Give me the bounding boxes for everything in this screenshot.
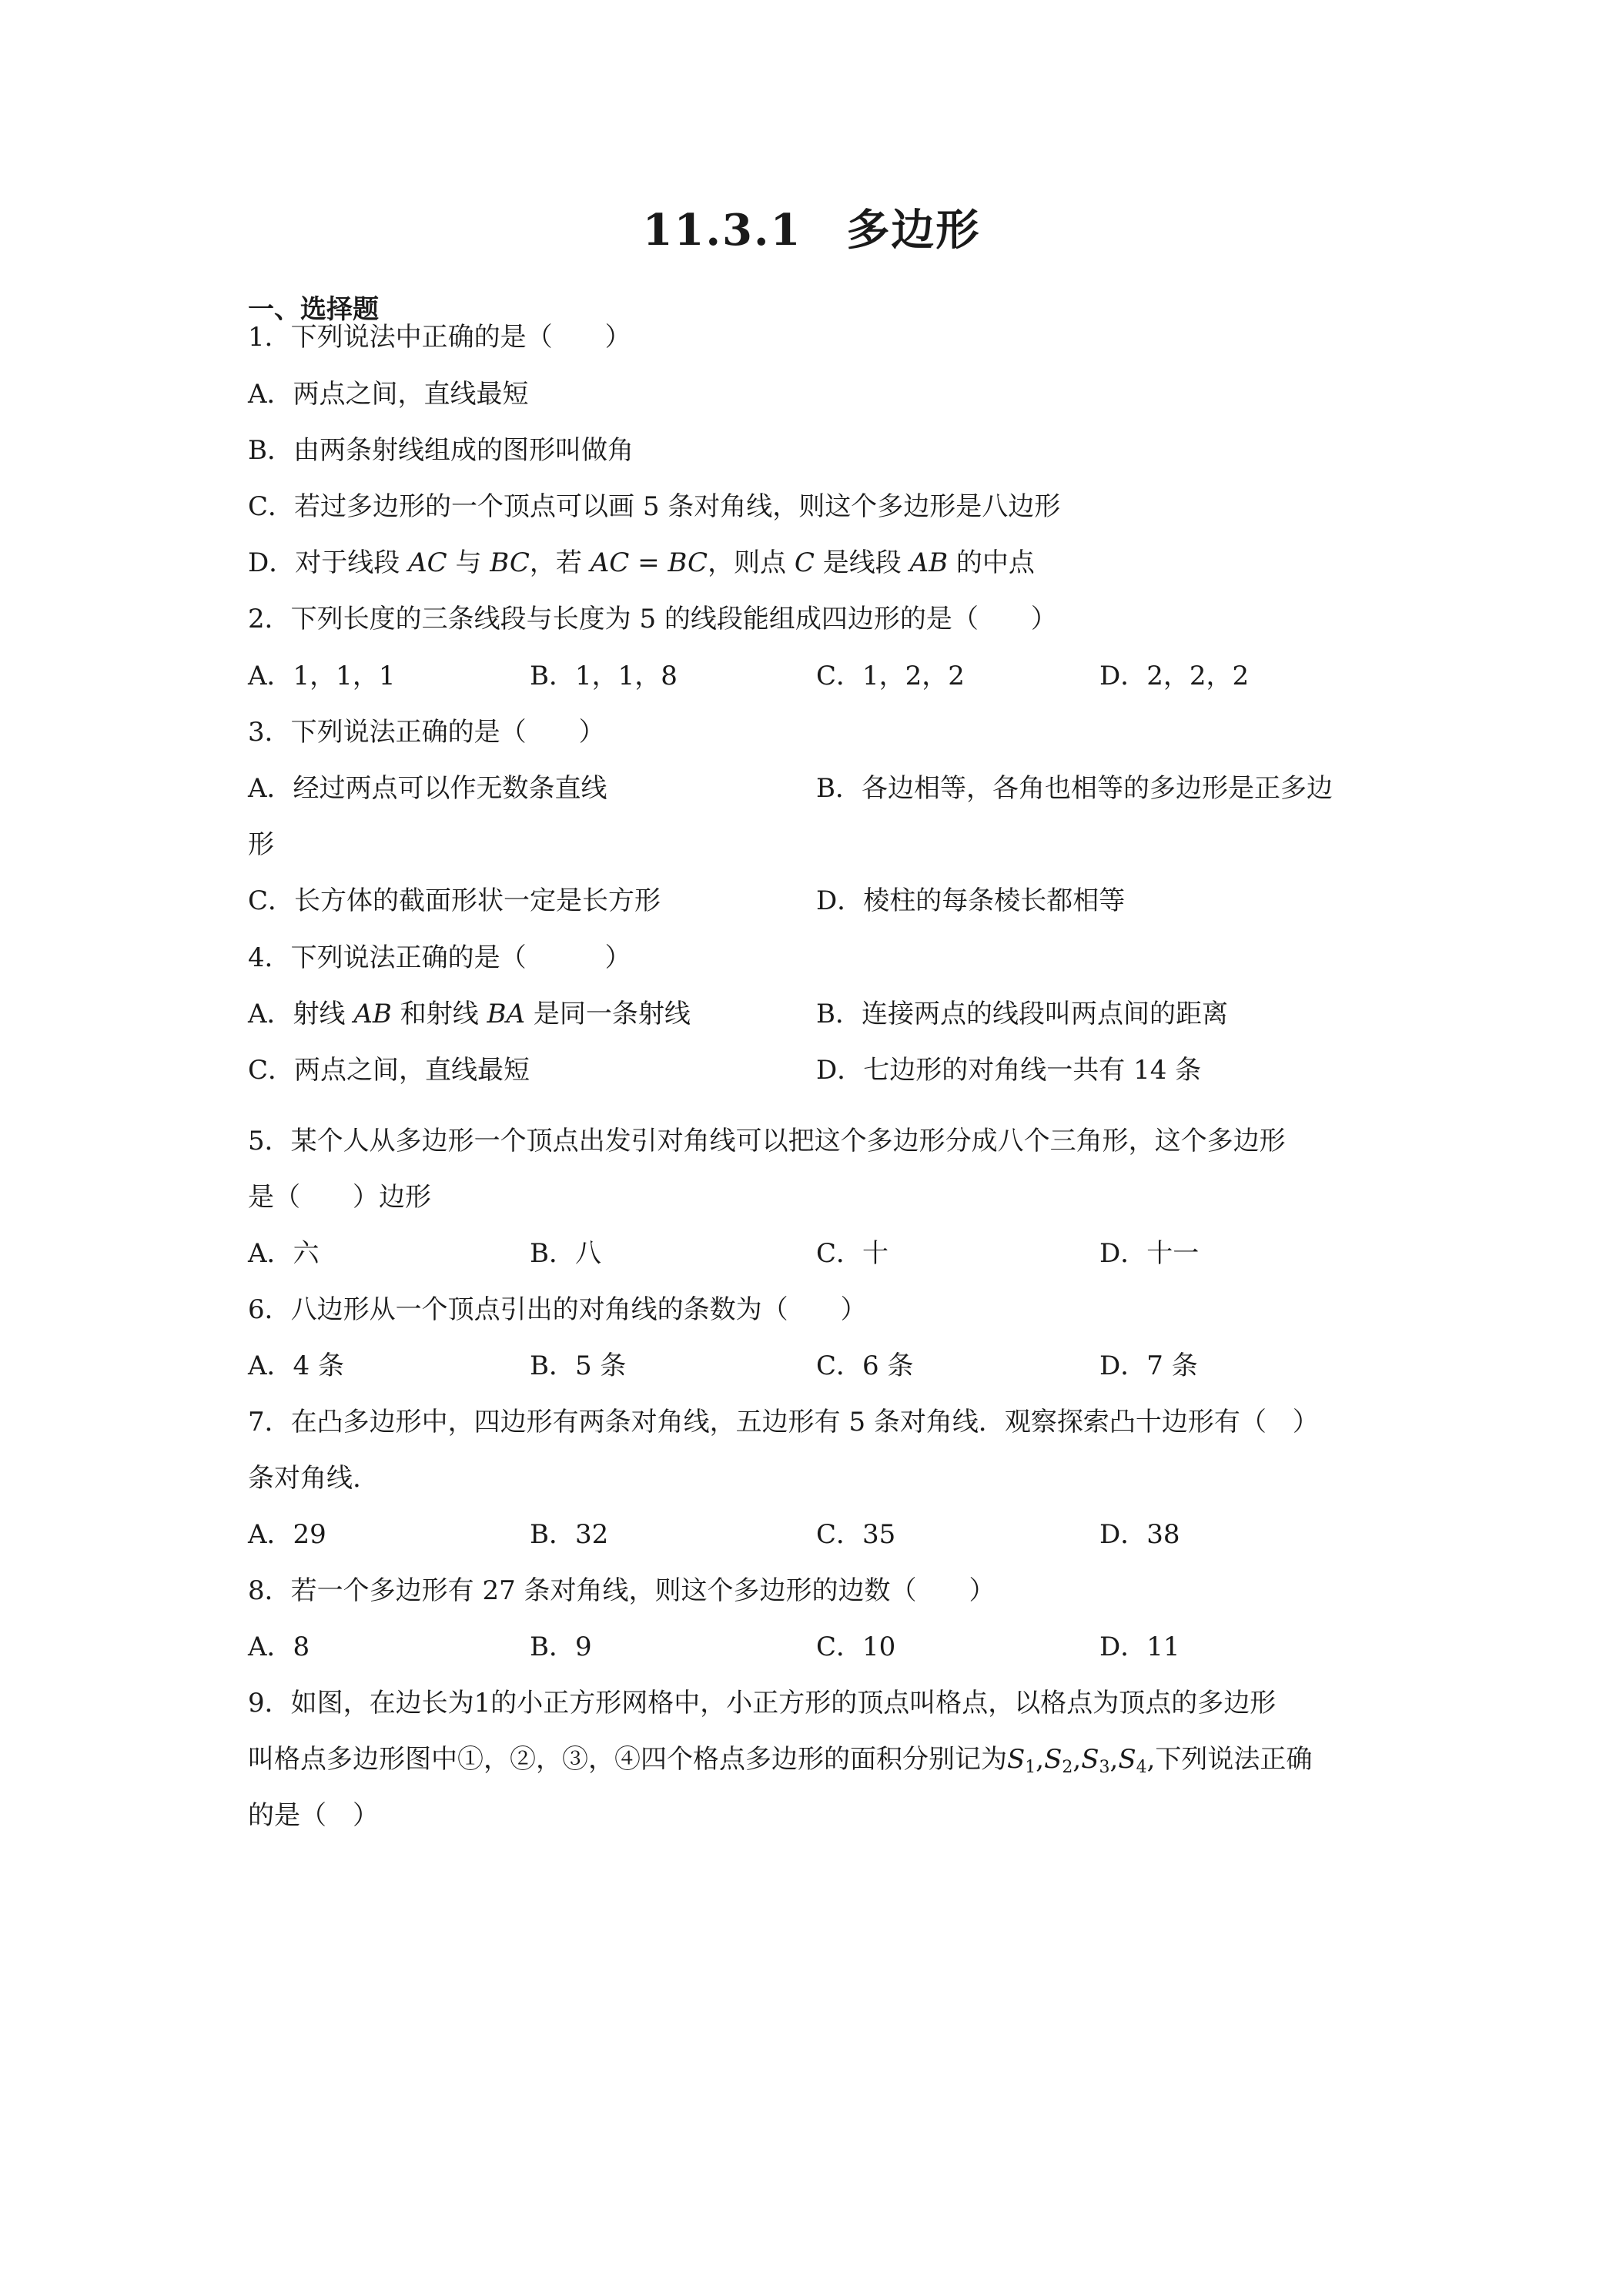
question-1-stem: 1．下列说法中正确的是（ ） — [248, 322, 631, 353]
question-3-option-d: D．棱柱的每条棱长都相等 — [816, 885, 1126, 916]
question-8-option-d: D．11 — [1099, 1632, 1180, 1662]
question-7-stem-line-2: 条对角线. — [248, 1463, 361, 1494]
question-2-option-a: A．1，1，1 — [248, 661, 396, 691]
question-4-option-a: A．射线 AB 和射线 BA 是同一条射线 — [248, 999, 691, 1029]
question-6-option-d: D．7 条 — [1099, 1350, 1198, 1381]
question-2-option-c: C．1，2，2 — [816, 661, 965, 691]
question-3-options-row-2 — [248, 884, 1403, 918]
question-1-option-c: C．若过多边形的一个顶点可以画 5 条对角线，则这个多边形是八边形 — [248, 491, 1061, 522]
question-7-option-a: A．29 — [248, 1519, 326, 1550]
question-7-stem-line-1: 7．在凸多边形中，四边形有两条对角线，五边形有 5 条对角线．观察探索凸十边形有（ ） — [248, 1407, 1319, 1438]
question-3-option-b-wrap: 形 — [248, 829, 274, 860]
question-5-stem-line-2: 是（ ）边形 — [248, 1182, 431, 1213]
question-1-option-b: B．由两条射线组成的图形叫做角 — [248, 435, 634, 466]
question-2-option-b: B．1，1，8 — [530, 661, 678, 691]
question-3-option-a: A．经过两点可以作无数条直线 — [248, 773, 607, 804]
question-1-option-a: A．两点之间，直线最短 — [248, 379, 529, 410]
question-2-option-d: D．2，2，2 — [1099, 661, 1250, 691]
question-4-option-d: D．七边形的对角线一共有 14 条 — [816, 1055, 1202, 1086]
question-5-option-b: B．八 — [530, 1238, 601, 1269]
question-3-option-c: C．长方体的截面形状一定是长方形 — [248, 885, 661, 916]
question-3-options-row-1 — [248, 771, 1403, 805]
question-5-option-d: D．十一 — [1099, 1238, 1200, 1269]
question-2-stem: 2．下列长度的三条线段与长度为 5 的线段能组成四边形的是（ ） — [248, 604, 1057, 634]
question-8-option-c: C．10 — [816, 1632, 896, 1662]
question-9-stem-line-2: 叫格点多边形图中①，②，③，④四个格点多边形的面积分别记为$S_1,S_2,S_3,S_4$,下列说法正确 — [248, 1744, 1313, 1777]
question-5-options — [248, 1237, 1403, 1270]
question-5-stem-line-1: 5．某个人从多边形一个顶点出发引对角线可以把这个多边形分成八个三角形，这个多边形 — [248, 1126, 1286, 1156]
question-5-option-c: C．十 — [816, 1238, 889, 1269]
question-2-options — [248, 659, 1403, 693]
question-8-option-b: B．9 — [530, 1632, 592, 1662]
question-7-option-d: D．38 — [1099, 1519, 1180, 1550]
question-8-options — [248, 1630, 1403, 1664]
question-6-options — [248, 1349, 1403, 1383]
question-6-option-c: C．6 条 — [816, 1350, 914, 1381]
question-9-stem-line-1: 9．如图，在边长为1的小正方形网格中，小正方形的顶点叫格点，以格点为顶点的多边形 — [248, 1688, 1277, 1719]
section-heading: 一、选择题 — [248, 294, 379, 325]
question-9-stem-line-3: 的是（ ） — [248, 1800, 379, 1831]
question-4-stem: 4．下列说法正确的是（ ） — [248, 942, 631, 973]
question-6-stem: 6．八边形从一个顶点引出的对角线的条数为（ ） — [248, 1294, 867, 1325]
question-6-option-a: A．4 条 — [248, 1350, 344, 1381]
question-4-option-c: C．两点之间，直线最短 — [248, 1055, 530, 1086]
question-4-options-row-2 — [248, 1053, 1403, 1087]
question-4-options-row-1 — [248, 997, 1403, 1031]
question-4-option-b: B．连接两点的线段叫两点间的距离 — [816, 999, 1228, 1029]
question-6-option-b: B．5 条 — [530, 1350, 627, 1381]
question-3-stem: 3．下列说法正确的是（ ） — [248, 717, 605, 748]
question-7-option-c: C．35 — [816, 1519, 896, 1550]
question-7-options — [248, 1518, 1403, 1551]
question-8-stem: 8．若一个多边形有 27 条对角线，则这个多边形的边数（ ） — [248, 1575, 996, 1606]
question-7-option-b: B．32 — [530, 1519, 609, 1550]
question-1-option-d: D．对于线段 AC 与 BC，若 AC = BC，则点 C 是线段 AB 的中点 — [248, 547, 1035, 578]
question-5-option-a: A．六 — [248, 1238, 320, 1269]
question-8-option-a: A．8 — [248, 1632, 310, 1662]
page-title: 11.3.1 多边形 — [642, 205, 981, 256]
question-3-option-b: B．各边相等，各角也相等的多边形是正多边 — [816, 773, 1333, 804]
